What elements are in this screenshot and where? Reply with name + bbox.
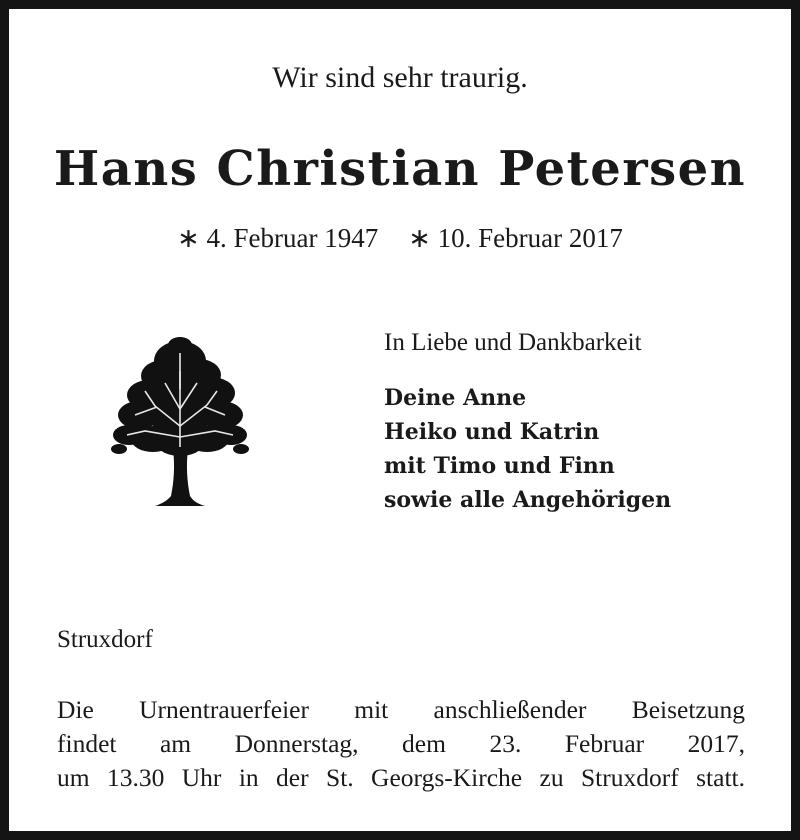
tree-icon (105, 331, 255, 513)
mourner-line: mit Timo und Finn (384, 453, 615, 479)
service-details (57, 693, 745, 795)
death-date: ∗ 10. Februar 2017 (408, 223, 623, 253)
birth-date: ∗ 4. Februar 1947 (177, 223, 379, 253)
service-line: Die Urnentrauerfeier mit anschließender Beisetzung (57, 695, 745, 724)
mourner-line: sowie alle Angehörigen (384, 487, 672, 513)
life-dates (9, 223, 791, 254)
mourner-line: Heiko und Katrin (384, 419, 600, 445)
intro-text: Wir sind sehr traurig. (272, 61, 528, 94)
dedication-text: In Liebe und Dankbarkeit (384, 329, 642, 356)
service-line: findet am Donnerstag, dem 23. Februar 2017, (57, 729, 745, 758)
service-line: um 13.30 Uhr in der St. Georgs-Kirche zu Struxdorf statt. (57, 763, 745, 792)
mourners-list (384, 381, 671, 517)
mourner-line: Deine Anne (384, 385, 527, 411)
place-name: Struxdorf (57, 626, 153, 653)
deceased-name: Hans Christian Petersen (53, 141, 747, 197)
